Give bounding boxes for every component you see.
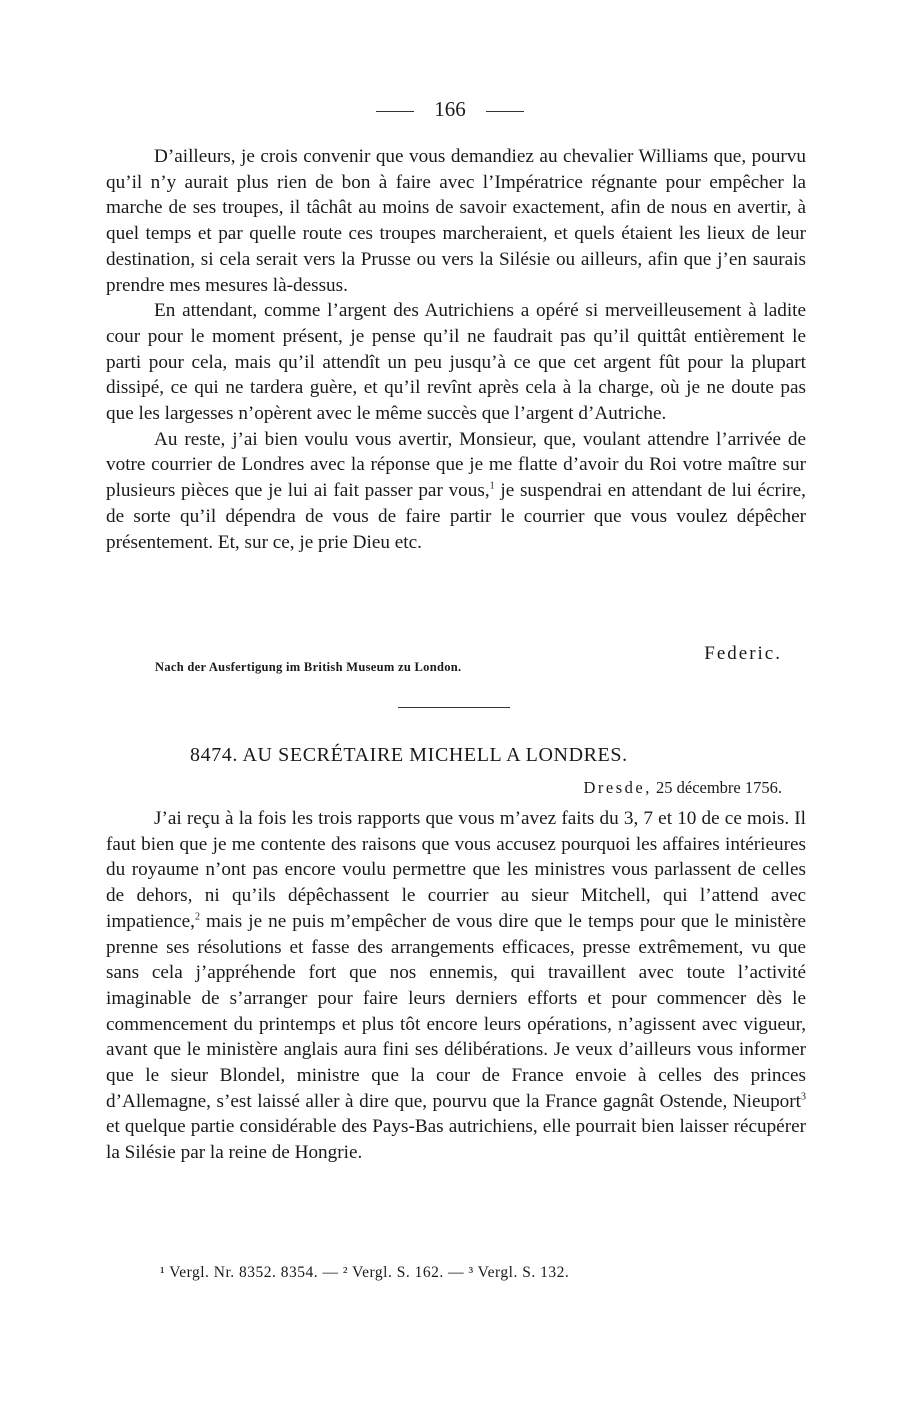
paragraph: En attendant, comme l’argent des Autrichiens a opéré si merveilleusement à ladite cour pour le moment présent, je pense qu’il ne faudrait pas qu’il quittât entièrement le parti pour cela, mais qu’il attendît un peu jusqu’à ce que cet argent fût pour la plupart dissipé, ce qui ne tardera guère, et qu’il revînt après cela à la charge, où je ne doute pas que les largesses n’opèrent avec le même succès que l’argent d’Autriche. (106, 300, 806, 425)
paragraph-text: J’ai reçu à la fois les trois rapports que vous m’avez faits du 3, 7 et 10 de ce mois. Il faut bien que je me contente des raisons que vous accusez pourquoi les affaires intérieures du royaume n’ont pas encore voulu permettre que les ministres vous parlassent de celles de dehors, ni qu’ils dépêchassent le courrier au sieur Mitchell, qui l’attend avec impatience, (106, 808, 806, 932)
date: 25 décembre 1756. (656, 778, 782, 797)
letter-body (106, 806, 806, 1166)
footnote-ref: 3 (801, 1091, 806, 1103)
paragraph-text: je suspendrai en attendant de lui écrire, de sorte qu’il dépendra de vous de faire partir le courrier que vous voulez dépêcher présentement. Et, sur ce, je prie Dieu etc. (106, 480, 806, 553)
paragraph (106, 806, 806, 1166)
dateline (584, 778, 782, 798)
place: Dresde, (583, 778, 652, 797)
section-divider (398, 707, 510, 708)
signature: Federic. (704, 643, 782, 664)
footnote-ref: 1 (489, 480, 495, 492)
footnotes: ¹ Vergl. Nr. 8352. 8354. — ² Vergl. S. 162. — ³ Vergl. S. 132. (160, 1264, 570, 1281)
paragraph-text: mais je ne puis m’empêcher de vous dire que le temps pour que le ministère prenne ses résolutions et fasse des arrangements efficaces, presse extrêmement, vu que sans cela j’appréhende fort que nos ennemis, qui travaillent avec toute l’activité imaginable de s’arranger pour faire leurs derniers efforts et pour commencer dès le commencement du printemps et plus tôt encore leurs opérations, n’agissent avec vigueur, avant que le ministère anglais aura fini ses délibérations. Je veux d’ailleurs vous informer que le sieur Blondel, ministre que la cour de France envoie à celles des princes d’Allemagne, s’est laissé aller à dire que, pourvu que la France gagnât Ostende, Nieuport (106, 910, 806, 1112)
paragraph-text: et quelque partie considérable des Pays-Bas autrichiens, elle pourrait bien laisser récupérer la Silésie par la reine de Hongrie. (106, 1116, 806, 1164)
header-dash-left (376, 111, 414, 112)
paragraph-text: Au reste, j’ai bien voulu vous avertir, Monsieur, que, voulant attendre l’arrivée de votre courrier de Londres avec la réponse que je me flatte d’avoir du Roi votre maître sur plusieurs pièces que je lui ai fait passer par vous, (106, 428, 806, 502)
page-header (0, 96, 900, 122)
footnote-ref: 2 (194, 911, 200, 923)
paragraph (106, 427, 806, 556)
page-number: 166 (434, 97, 466, 121)
header-dash-right (486, 111, 524, 112)
previous-letter-body (106, 144, 806, 555)
letter-title: 8474. AU SECRÉTAIRE MICHELL A LONDRES. (190, 744, 628, 766)
source-note: Nach der Ausfertigung im British Museum zu London. (155, 660, 462, 674)
paragraph: D’ailleurs, je crois convenir que vous demandiez au chevalier Williams que, pourvu qu’il n’y aurait plus rien de bon à faire avec l’Impératrice régnante pour empêcher la marche de ses troupes, il tâchât au moins de savoir exactement, afin de nous en avertir, à quel temps et par quelle route ces troupes marcheraient, et quels étaient les lieux de leur destination, si cela serait vers la Prusse ou vers la Silésie ou ailleurs, afin que j’en saurais prendre mes mesures là-dessus. (106, 146, 806, 296)
